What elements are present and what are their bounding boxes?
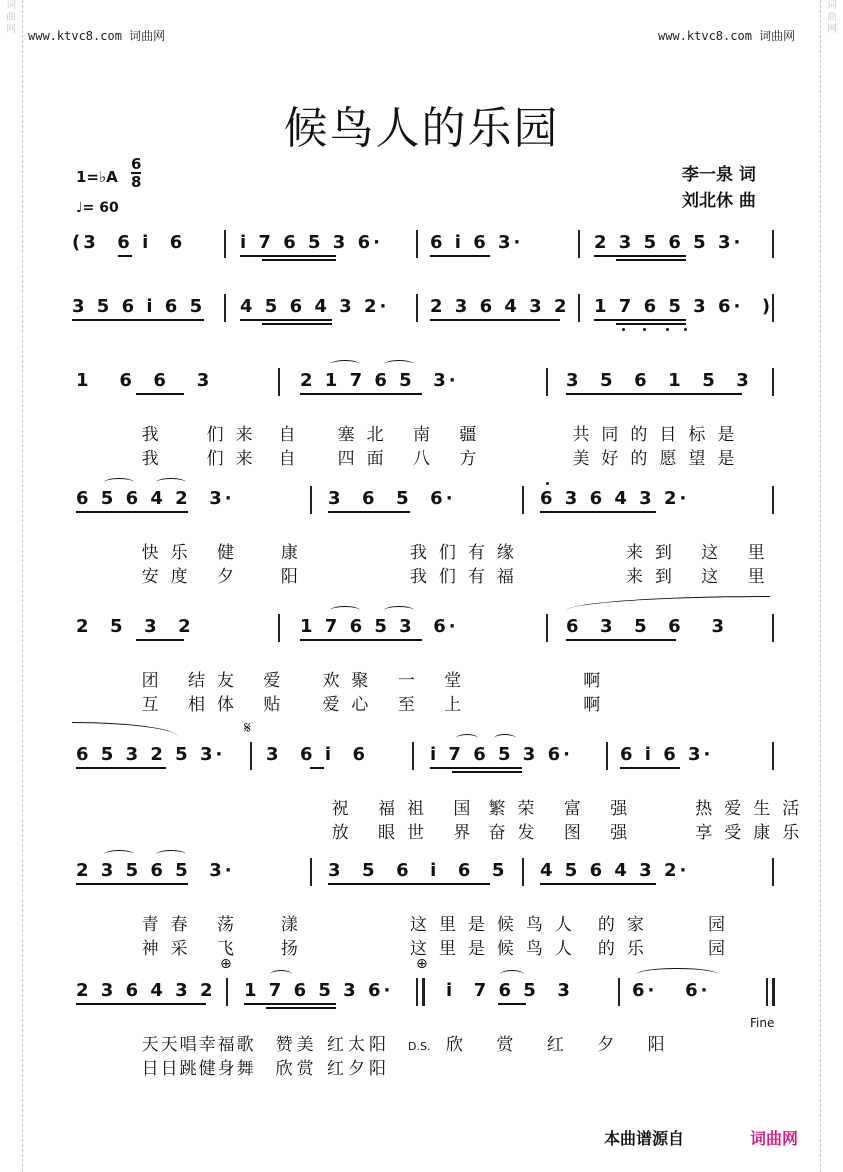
measure-notes: 6 5 6 4 2 3· [76,488,235,509]
underline [266,1007,336,1009]
measure-notes: 3 5 6 i 6 5 [72,296,206,317]
lyric: 神采 飞 扬 [141,939,310,959]
measure-notes: 3 5 6 i 6 5 [328,860,508,881]
slur [330,360,360,369]
measure-notes: i 7 6 5 3 6· [430,744,573,765]
slur [330,606,360,615]
slur [104,850,134,859]
measure-notes: 4 5 6 4 3 2· [240,296,390,317]
lyric: 奋发 图 强 [488,823,640,843]
lyric: 繁荣 富 强 [488,799,640,819]
high-octave-dot [546,482,549,485]
underline [452,771,522,773]
lyric: 这里是候鸟人 [409,939,584,959]
measure-notes: 6 3 5 6 3 [566,616,728,637]
barline [772,368,774,396]
measure-notes: 1 7 6 5 3 6· [300,616,459,637]
measure-notes: 2 3 6 4 3 2 [76,980,216,1001]
barline [250,742,252,770]
slur [384,360,414,369]
underline [136,393,184,395]
barline [546,614,548,642]
measure-notes: 1 7 6 5 3 6· ) [594,296,774,317]
barline [522,486,524,514]
underline [430,767,522,769]
barline [578,230,580,258]
slur [500,970,524,979]
lyric: 啊 [583,671,613,691]
underline [262,259,336,261]
lyric: 快乐 健 康 [141,543,310,563]
footer-site-link[interactable]: 词曲网 [750,1129,799,1148]
lyric: 祝 福祖 国 [331,799,483,819]
underline [328,883,490,885]
lyric: 来到 这 里 [625,543,777,563]
fine-mark: Fine [750,1016,775,1030]
lyric: 来到 这 里 [625,567,777,587]
low-octave-dot [684,328,687,331]
slur [270,970,292,979]
measure-notes: 6 5 3 2 5 3· [76,744,226,765]
lyric: 放 眼世 界 [331,823,483,843]
underline [76,511,188,513]
barline [224,294,226,322]
lyric: 日日跳健身舞 [141,1059,256,1079]
lyric-line-2 [72,914,737,979]
time-sig-bottom: 8 [131,173,142,191]
measure-notes: 3 5 6 1 5 3 [566,370,752,391]
coda-icon: ⊕ [220,956,232,972]
barline [278,368,280,396]
lyric: 热爱生活 [695,799,812,819]
barline [772,742,774,770]
underline [262,323,332,325]
measure-notes: (3 6 i 6 [72,232,186,253]
lyric: 美好的愿望是 [572,449,747,469]
barline [310,486,312,514]
lyric: 四面 八 方 [337,449,489,469]
footer-source-label: 本曲谱源自 [604,1129,685,1148]
barline [618,978,620,1006]
lyric: 我们有福 [409,567,526,587]
underline [244,1003,336,1005]
barline [224,230,226,258]
measure-notes: 6· 6· [632,980,711,1001]
lyric: 互 相体 贴 [141,695,293,715]
slur [384,606,414,615]
underline [566,639,676,641]
underline [594,255,686,257]
underline [72,319,204,321]
ds-mark: D.S. [408,1040,431,1053]
underline [240,319,332,321]
repeat-barline-thick [422,978,425,1006]
lyric: 塞北 南 疆 [337,425,489,445]
final-barline [766,978,768,1006]
measure-notes: 2 3 5 6 5 3· [76,860,235,881]
time-sig-top: 6 [131,155,142,173]
underline [430,319,560,321]
lyric: 这里是候鸟人 [409,915,584,935]
right-watermark-strip: 词 曲 网 [820,0,843,1172]
lyric: 啊 [583,695,613,715]
lyric: 自 [278,425,308,445]
measure-notes: 1 7 6 5 3 6· [244,980,394,1001]
barline [606,742,608,770]
site-url-left[interactable]: www.ktvc8.com 词曲网 [28,29,166,43]
low-octave-dot [643,328,646,331]
measure-notes: 3 6 i 6 [266,744,369,765]
slur [104,478,134,487]
underline [300,393,422,395]
lyric: 欣 赏 红 夕 阳 [446,1035,679,1055]
underline [76,883,188,885]
barline [416,230,418,258]
barline [578,294,580,322]
underline [76,1003,206,1005]
lyric-line-2 [262,798,811,863]
coda-icon: ⊕ [416,956,428,972]
lyric: 团 结友 爱 [141,671,293,691]
barline [772,486,774,514]
underline [616,323,686,325]
lyric: 们来 [206,425,265,445]
underline [540,883,656,885]
underline [136,639,184,641]
composer-credit: 刘北休 曲 [682,191,756,211]
lyricist-credit: 李一泉 词 [682,165,756,185]
lyric: 青春 荡 漾 [141,915,310,935]
underline [328,511,410,513]
site-url-right[interactable]: www.ktvc8.com 词曲网 [658,29,796,43]
barline [772,230,774,258]
measure-notes: 2 5 3 2 [76,616,194,637]
time-signature [131,156,141,190]
measure-notes: 6 3 6 4 3 2· [540,488,690,509]
lyric: 安度 夕 阳 [141,567,310,587]
repeat-barline [416,978,418,1006]
slur [494,734,516,743]
lyric: 的家 园 [597,915,738,935]
tempo-mark: ♩= 60 [76,200,119,216]
underline [240,255,336,257]
underline [540,511,656,513]
underline [310,767,324,769]
underline [616,259,686,261]
measure-notes: i 7 6 5 3 [446,980,573,1001]
song-title: 候鸟人的乐园 [283,103,560,154]
lyric: 自 [278,449,308,469]
barline [772,858,774,886]
barline [546,368,548,396]
measure-notes: 2 1 7 6 5 3· [300,370,459,391]
lyric-line-2 [72,1034,390,1099]
barline [522,858,524,886]
underline [620,767,680,769]
lyric: 我 [141,425,171,445]
lyric: 赞美 红太阳 [275,1035,391,1055]
barline [226,978,228,1006]
measure-notes: i 7 6 5 3 6· [240,232,383,253]
segno-icon: 𝄋 [244,718,251,737]
lyric: 的乐 园 [597,939,738,959]
lyric: 们来 [206,449,265,469]
final-barline-thick [772,978,775,1006]
lyric: 欢聚 一 堂 [322,671,474,691]
lyric-line-2 [72,670,612,735]
slur [456,734,478,743]
underline [594,319,686,321]
measure-notes: 4 5 6 4 3 2· [540,860,690,881]
lyric: 欣赏 红夕阳 [275,1059,391,1079]
underline [118,255,132,257]
left-watermark-strip: 词 曲 网 [0,0,23,1172]
low-octave-dot [666,328,669,331]
measure-notes: 3 6 5 6· [328,488,456,509]
barline [278,614,280,642]
low-octave-dot [622,328,625,331]
measure-notes: 2 3 6 4 3 2 [430,296,570,317]
lyric: 天天唱幸福歌 [141,1035,256,1055]
measure-notes: 6 i 6 3· [430,232,524,253]
lyric: 共同的目标是 [572,425,747,445]
underline [76,767,166,769]
lyric: 爱心 至 上 [322,695,474,715]
measure-notes: 6 i 6 3· [620,744,714,765]
underline [300,639,422,641]
barline [310,858,312,886]
barline [416,294,418,322]
underline [430,255,490,257]
slur [156,850,186,859]
lyric: 我们有缘 [409,543,526,563]
lyric: 享受康乐 [695,823,812,843]
barline [772,614,774,642]
key-signature: 1=♭A [76,168,118,186]
underline [566,393,742,395]
measure-notes: 1 6 6 3 [76,370,213,391]
lyric: 我 [141,449,171,469]
slur [156,478,186,487]
underline [498,1003,526,1005]
measure-notes: 2 3 5 6 5 3· [594,232,744,253]
barline [412,742,414,770]
